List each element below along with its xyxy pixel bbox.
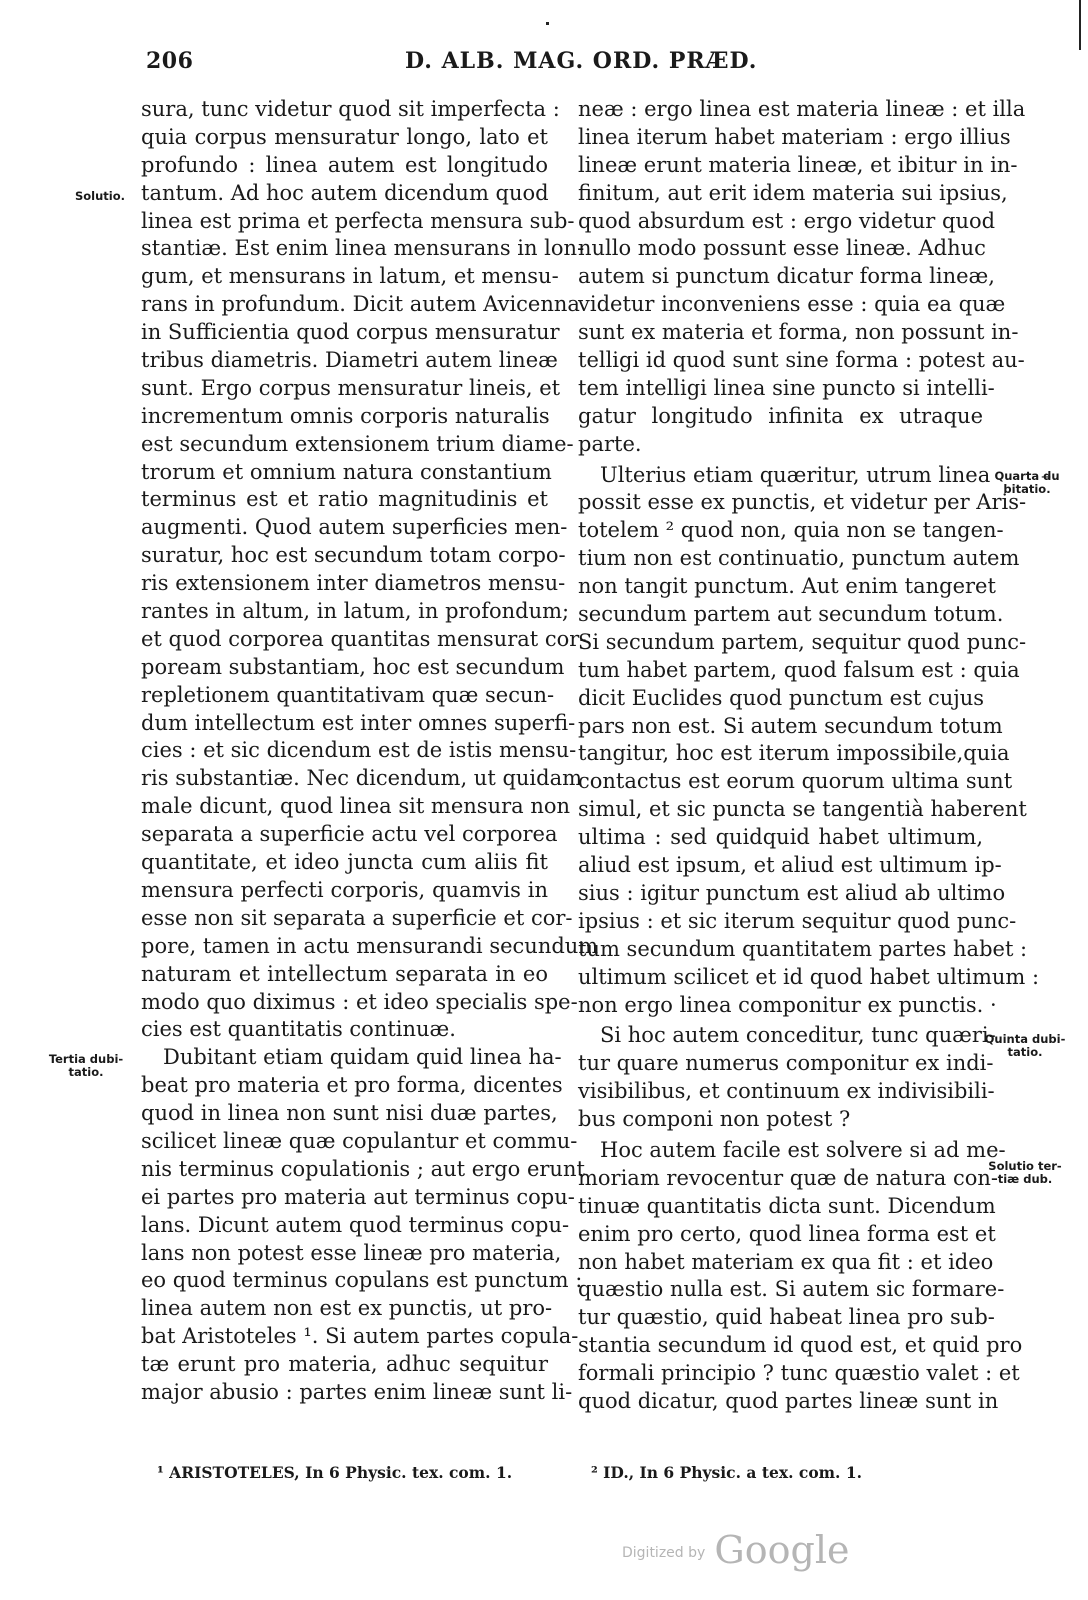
- text-line: gum, et mensurans in latum, et mensu-: [141, 264, 559, 289]
- text-line: visibilibus, et continuum ex indivisibili-: [578, 1079, 995, 1104]
- text-line: ei partes pro materia aut terminus copu-: [141, 1184, 575, 1209]
- watermark-prefix: Digitized by: [622, 1545, 706, 1561]
- text-line: separata a superficie actu vel corporea: [141, 822, 558, 847]
- paragraph: [141, 96, 599, 1044]
- margin-note-text: Quarta d̶u: [994, 469, 1060, 483]
- text-line: finitum, aut erit idem materia sui ipsius,: [578, 180, 1008, 205]
- text-line: telligi id quod sunt sine forma : potest au-: [578, 348, 1025, 373]
- text-line: nis terminus copulationis ; aut ergo erunt: [141, 1156, 585, 1181]
- page-header: [0, 48, 1088, 82]
- text-line: lans. Dicunt autem quod terminus copu-: [141, 1212, 570, 1237]
- margin-note-quarta-dubitatio: [990, 470, 1064, 496]
- text-line: sunt ex materia et forma, non possunt in-: [578, 320, 1019, 345]
- text-line: non habet materiam ex qua fit : et ideo: [578, 1249, 994, 1274]
- text-line: cies est quantitatis continuæ.: [141, 1017, 456, 1042]
- text-line: gatur longitudo infinita ex utraque: [578, 403, 983, 428]
- text-line: tangitur, hoc est iterum impossibile,quia: [578, 741, 1010, 766]
- text-line: totelem ² quod non, quia non se tangen-: [578, 518, 1004, 543]
- text-line: ris substantiæ. Nec dicendum, ut quidam: [141, 766, 582, 791]
- text-line: tum secundum quantitatem partes habet :: [578, 936, 1028, 961]
- text-line: possit esse ex punctis, et videtur per Aris-: [578, 490, 1027, 515]
- margin-note-solutio-tertiae: [985, 1160, 1065, 1186]
- text-line: terminus est et ratio magnitudinis et: [141, 487, 548, 512]
- margin-note-text: Tertia dubi-: [48, 1052, 124, 1066]
- text-line: naturam et intellectum separata in eo: [141, 961, 548, 986]
- text-line: incrementum omnis corporis naturalis: [141, 403, 550, 428]
- text-line: contactus est eorum quorum ultima sunt: [578, 769, 1013, 794]
- text-line: stantiæ. Est enim linea mensurans in lon-: [141, 236, 585, 261]
- text-line: augmenti. Quod autem superficies men-: [141, 515, 568, 540]
- text-line: autem si punctum dicatur forma lineæ,: [578, 264, 995, 289]
- text-line: eo quod terminus copulans est punctum :: [141, 1268, 583, 1293]
- text-line: et quod corporea quantitas mensurat cor-: [141, 626, 587, 651]
- text-line: quia corpus mensuratur longo, lato et: [141, 124, 548, 149]
- text-line: ultima : sed quidquid habet ultimum,: [578, 825, 983, 850]
- text-line: repletionem quantitativam quæ secun-: [141, 682, 555, 707]
- text-line: male dicunt, quod linea sit mensura non: [141, 794, 571, 819]
- text-line: tur quare numerus componitur ex indi-: [578, 1051, 994, 1076]
- text-line: nullo modo possunt esse lineæ. Adhuc: [578, 236, 986, 261]
- text-line: parte.: [578, 431, 642, 456]
- text-line: modo quo diximus : et ideo specialis spe-: [141, 989, 578, 1014]
- text-line: ris extensionem inter diametros mensu-: [141, 571, 566, 596]
- text-line: aliud est ipsum, et aliud est ultimum ip-: [578, 853, 1002, 878]
- text-line: bus componi non potest ?: [578, 1107, 851, 1132]
- text-line: Dubitant etiam quidam quid linea ha-: [163, 1045, 562, 1070]
- digitized-watermark: [622, 1528, 849, 1572]
- paragraph: [141, 1044, 585, 1407]
- left-column: [141, 96, 599, 1407]
- paragraph: [578, 1022, 996, 1134]
- running-head: D. ALB. MAG. ORD. PRÆD.: [405, 48, 758, 74]
- text-line: tum habet partem, quod falsum est : quia: [578, 657, 1020, 682]
- paragraph: [578, 1137, 1023, 1416]
- footnote-right: ² ID., In 6 Physic. a tex. com. 1.: [591, 1463, 863, 1482]
- margin-note-solutio: [70, 190, 130, 203]
- text-line: major abusio : partes enim lineæ sunt li-: [141, 1379, 573, 1404]
- text-line: bat Aristoteles ¹. Si autem partes copula-: [141, 1324, 579, 1349]
- margin-note-text: Solutio ter-: [988, 1159, 1062, 1173]
- text-line: dum intellectum est inter omnes superfi-: [141, 710, 576, 735]
- text-line: mensura perfecti corporis, quamvis in: [141, 877, 548, 902]
- text-line: esse non sit separata a superficie et cor-: [141, 905, 573, 930]
- text-line: non tangit punctum. Aut enim tangeret: [578, 574, 996, 599]
- text-line: rantes in altum, in latum, in profondum;: [141, 599, 570, 624]
- margin-note-text: tatio.: [1007, 1045, 1043, 1059]
- text-line: enim pro certo, quod linea forma est et: [578, 1221, 996, 1246]
- text-line: quod absurdum est : ergo videtur quod: [578, 208, 996, 233]
- margin-note-tertia-dubitatio: [48, 1053, 124, 1079]
- text-line: quæstio nulla est. Si autem sic formare-: [578, 1277, 1005, 1302]
- text-line: Si secundum partem, sequitur quod punc-: [578, 629, 1027, 654]
- text-line: linea est prima et perfecta mensura sub-: [141, 208, 575, 233]
- text-line: linea iterum habet materiam : ergo illius: [578, 124, 1011, 149]
- text-line: videtur inconveniens esse : quia ea quæ: [578, 292, 1006, 317]
- text-line: lineæ erunt materia lineæ, et ibitur in in-: [578, 152, 1018, 177]
- text-line: linea autem non est ex punctis, ut pro-: [141, 1296, 553, 1321]
- text-line: moriam revocentur quæ de natura con-: [578, 1165, 998, 1190]
- text-line: ultimum scilicet et id quod habet ultimum :: [578, 964, 1040, 989]
- text-line: sura, tunc videtur quod sit imperfecta :: [141, 97, 560, 121]
- google-logo: Google: [714, 1528, 850, 1572]
- text-line: simul, et sic puncta se tangentià haberent: [578, 797, 1027, 822]
- text-line: quod in linea non sunt nisi duæ partes,: [141, 1101, 558, 1126]
- scan-mark: [546, 22, 549, 25]
- text-line: Ulterius etiam quæritur, utrum linea: [600, 462, 991, 487]
- text-line: ipsius : et sic iterum sequitur quod punc-: [578, 908, 1017, 933]
- text-line: beat pro materia et pro forma, dicentes: [141, 1073, 563, 1098]
- text-line: Hoc autem facile est solvere si ad me-: [600, 1137, 1006, 1162]
- footnote-left: ¹ ARISTOTELES, In 6 Physic. tex. com. 1.: [157, 1463, 513, 1482]
- text-line: tem intelligi linea sine puncto si intelli-: [578, 375, 995, 400]
- text-line: stantia secundum id quod est, et quid pro: [578, 1333, 1023, 1358]
- text-line: pore, tamen in actu mensurandi secundum: [141, 933, 599, 958]
- text-line: pars non est. Si autem secundum totum: [578, 713, 1003, 738]
- page-number: 206: [146, 48, 194, 74]
- text-line: sunt. Ergo corpus mensuratur lineis, et: [141, 375, 561, 400]
- text-line: neæ : ergo linea est materia lineæ : et illa: [578, 97, 1026, 121]
- text-line: tium non est continuatio, punctum autem: [578, 546, 1020, 571]
- text-line: Si hoc autem conceditur, tunc quæri-: [600, 1023, 996, 1048]
- paragraph: [578, 96, 1026, 459]
- text-line: rans in profundum. Dicit autem Avicenna: [141, 292, 580, 317]
- text-line: poream substantiam, hoc est secundum: [141, 654, 565, 679]
- margin-note-text: Quinta dubi-: [984, 1032, 1066, 1046]
- text-line: non ergo linea componitur ex punctis. ·: [578, 992, 997, 1017]
- margin-note-text: Solutio.: [74, 189, 126, 203]
- text-line: est secundum extensionem trium diame-: [141, 431, 574, 456]
- text-line: quod dicatur, quod partes lineæ sunt in: [578, 1388, 999, 1413]
- margin-note-text: tiæ dub.: [997, 1172, 1053, 1186]
- text-line: secundum partem aut secundum totum.: [578, 602, 1004, 627]
- text-line: trorum et omnium natura constantium: [141, 459, 552, 484]
- text-line: quantitate, et ideo juncta cum aliis fit: [141, 850, 548, 875]
- margin-note-text: bitatio.: [1003, 482, 1051, 496]
- text-line: tinuæ quantitatis dicta sunt. Dicendum: [578, 1193, 996, 1218]
- margin-note-quinta-dubitatio: [984, 1033, 1066, 1059]
- text-line: dicit Euclides quod punctum est cujus: [578, 685, 985, 710]
- text-line: scilicet lineæ quæ copulantur et commu-: [141, 1128, 578, 1153]
- text-line: lans non potest esse lineæ pro materia,: [141, 1240, 562, 1265]
- text-line: sius : igitur punctum est aliud ab ultimo: [578, 880, 1006, 905]
- page-edge-rule: [1079, 0, 1081, 50]
- text-line: tribus diametris. Diametri autem lineæ: [141, 348, 558, 373]
- text-line: tæ erunt pro materia, adhuc sequitur: [141, 1352, 548, 1377]
- text-line: suratur, hoc est secundum totam corpo-: [141, 543, 566, 568]
- text-line: profundo : linea autem est longitudo: [141, 152, 548, 177]
- margin-note-text: tatio.: [68, 1065, 104, 1079]
- text-line: tantum. Ad hoc autem dicendum quod: [141, 180, 549, 205]
- text-line: formali principio ? tunc quæstio valet : et: [578, 1361, 1020, 1386]
- text-line: cies : et sic dicendum est de istis mensu-: [141, 738, 577, 763]
- text-line: in Sufficientia quod corpus mensuratur: [141, 320, 560, 345]
- text-line: tur quæstio, quid habeat linea pro sub-: [578, 1305, 995, 1330]
